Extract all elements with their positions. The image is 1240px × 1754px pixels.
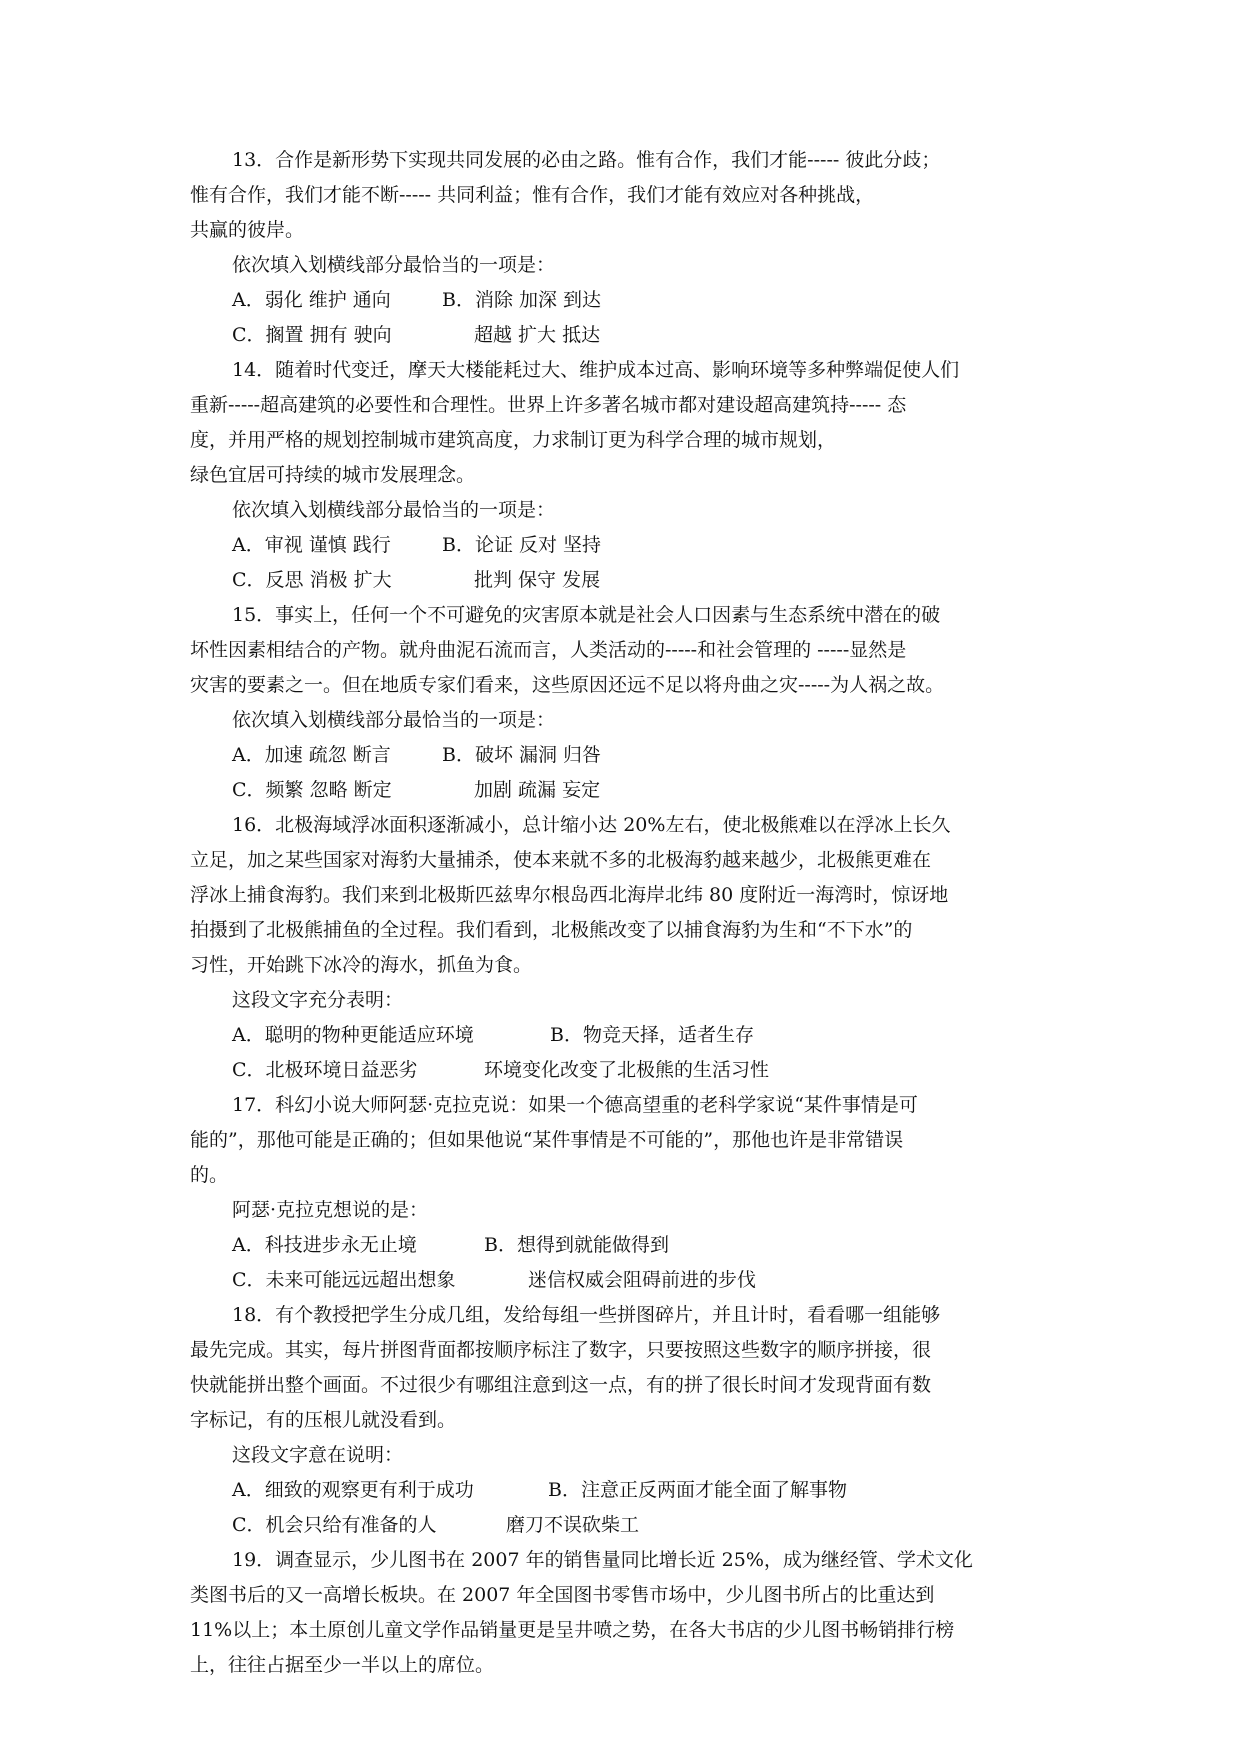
q16-option-d: 环境变化改变了北极熊的生活习性 [484, 1059, 770, 1081]
q13-line-3: 共赢的彼岸。 [190, 219, 305, 241]
q15-line-2: 坏性因素相结合的产物。就舟曲泥石流而言，人类活动的-----和社会管理的 -----显然是 [190, 639, 907, 661]
q14-option-c: C．反思 消极 扩大 [232, 569, 392, 591]
q15-prompt: 依次填入划横线部分最恰当的一项是： [232, 709, 556, 731]
q13-option-a: A．弱化 维护 通向 [232, 289, 391, 311]
q13-line-1: 13．合作是新形势下实现共同发展的必由之路。惟有合作，我们才能----- 彼此分歧； [232, 149, 941, 171]
q16-option-c: C．北极环境日益恶劣 [232, 1059, 418, 1081]
q17-option-b: B．想得到就能做得到 [484, 1234, 669, 1256]
q18-line-2: 最先完成。其实，每片拼图背面都按顺序标注了数字，只要按照这些数字的顺序拼接，很 [190, 1339, 932, 1361]
q14-line-1: 14．随着时代变迁，摩天大楼能耗过大、维护成本过高、影响环境等多种弊端促使人们 [232, 359, 960, 381]
q15-option-a: A．加速 疏忽 断言 [232, 744, 391, 766]
q16-line-5: 习性，开始跳下冰冷的海水，抓鱼为食。 [190, 954, 533, 976]
q16-line-4: 拍摄到了北极熊捕鱼的全过程。我们看到，北极熊改变了以捕食海豹为生和“不下水”的 [190, 919, 913, 941]
q14-prompt: 依次填入划横线部分最恰当的一项是： [232, 499, 556, 521]
q19-line-3: 11%以上；本土原创儿童文学作品销量更是呈井喷之势，在各大书店的少儿图书畅销排行榜 [190, 1619, 955, 1641]
q17-line-1: 17．科幻小说大师阿瑟·克拉克说：如果一个德高望重的老科学家说“某件事情是可 [232, 1094, 918, 1116]
q13-option-d: 超越 扩大 抵达 [474, 324, 601, 346]
q19-line-2: 类图书后的又一高增长板块。在 2007 年全国图书零售市场中，少儿图书所占的比重达到 [190, 1584, 935, 1606]
q18-line-3: 快就能拼出整个画面。不过很少有哪组注意到这一点，有的拼了很长时间才发现背面有数 [190, 1374, 932, 1396]
q17-option-d: 迷信权威会阻碍前进的步伐 [528, 1269, 757, 1291]
q14-option-a: A．审视 谨慎 践行 [232, 534, 391, 556]
q19-line-1: 19．调查显示，少儿图书在 2007 年的销售量同比增长近 25%，成为继经管、学术文化 [232, 1549, 973, 1571]
q17-prompt: 阿瑟·克拉克想说的是： [232, 1199, 429, 1221]
q14-line-4: 绿色宜居可持续的城市发展理念。 [190, 464, 476, 486]
q15-option-b: B．破坏 漏洞 归咎 [442, 744, 602, 766]
q18-prompt: 这段文字意在说明： [232, 1444, 404, 1466]
q17-option-a: A．科技进步永无止境 [232, 1234, 417, 1256]
q14-line-3: 度，并用严格的规划控制城市建筑高度，力求制订更为科学合理的城市规划， [190, 429, 837, 451]
q18-line-1: 18．有个教授把学生分成几组，发给每组一些拼图碎片，并且计时，看看哪一组能够 [232, 1304, 941, 1326]
q14-option-b: B．论证 反对 坚持 [442, 534, 602, 556]
q18-option-c: C．机会只给有准备的人 [232, 1514, 437, 1536]
q15-option-d: 加剧 疏漏 妄定 [474, 779, 601, 801]
q16-option-a: A．聪明的物种更能适应环境 [232, 1024, 474, 1046]
q16-prompt: 这段文字充分表明： [232, 989, 404, 1011]
q18-option-b: B．注意正反两面才能全面了解事物 [548, 1479, 847, 1501]
q13-line-2: 惟有合作，我们才能不断----- 共同利益；惟有合作，我们才能有效应对各种挑战， [190, 184, 875, 206]
q15-line-3: 灾害的要素之一。但在地质专家们看来，这些原因还远不足以将舟曲之灾-----为人祸之故。 [190, 674, 945, 696]
q14-line-2: 重新-----超高建筑的必要性和合理性。世界上许多著名城市都对建设超高建筑持----- 态 [190, 394, 907, 416]
q13-prompt: 依次填入划横线部分最恰当的一项是： [232, 254, 556, 276]
q18-line-4: 字标记，有的压根儿就没看到。 [190, 1409, 457, 1431]
q17-line-3: 的。 [190, 1164, 229, 1186]
q17-line-2: 能的”，那他可能是正确的；但如果他说“某件事情是不可能的”，那他也许是非常错误 [190, 1129, 904, 1151]
q18-option-a: A．细致的观察更有利于成功 [232, 1479, 474, 1501]
q16-line-3: 浮冰上捕食海豹。我们来到北极斯匹兹卑尔根岛西北海岸北纬 80 度附近一海湾时，惊讶地 [190, 884, 949, 906]
q13-option-c: C．搁置 拥有 驶向 [232, 324, 392, 346]
q13-option-b: B．消除 加深 到达 [442, 289, 602, 311]
q18-option-d: 磨刀不误砍柴工 [506, 1514, 640, 1536]
q14-option-d: 批判 保守 发展 [474, 569, 601, 591]
q19-line-4: 上，往往占据至少一半以上的席位。 [190, 1654, 495, 1676]
q16-line-1: 16．北极海域浮冰面积逐渐减小，总计缩小达 20%左右，使北极熊难以在浮冰上长久 [232, 814, 951, 836]
q15-line-1: 15．事实上，任何一个不可避免的灾害原本就是社会人口因素与生态系统中潜在的破 [232, 604, 941, 626]
q16-line-2: 立足，加之某些国家对海豹大量捕杀，使本来就不多的北极海豹越来越少，北极熊更难在 [190, 849, 932, 871]
q17-option-c: C．未来可能远远超出想象 [232, 1269, 456, 1291]
q16-option-b: B．物竞天择，适者生存 [550, 1024, 754, 1046]
q15-option-c: C．频繁 忽略 断定 [232, 779, 392, 801]
